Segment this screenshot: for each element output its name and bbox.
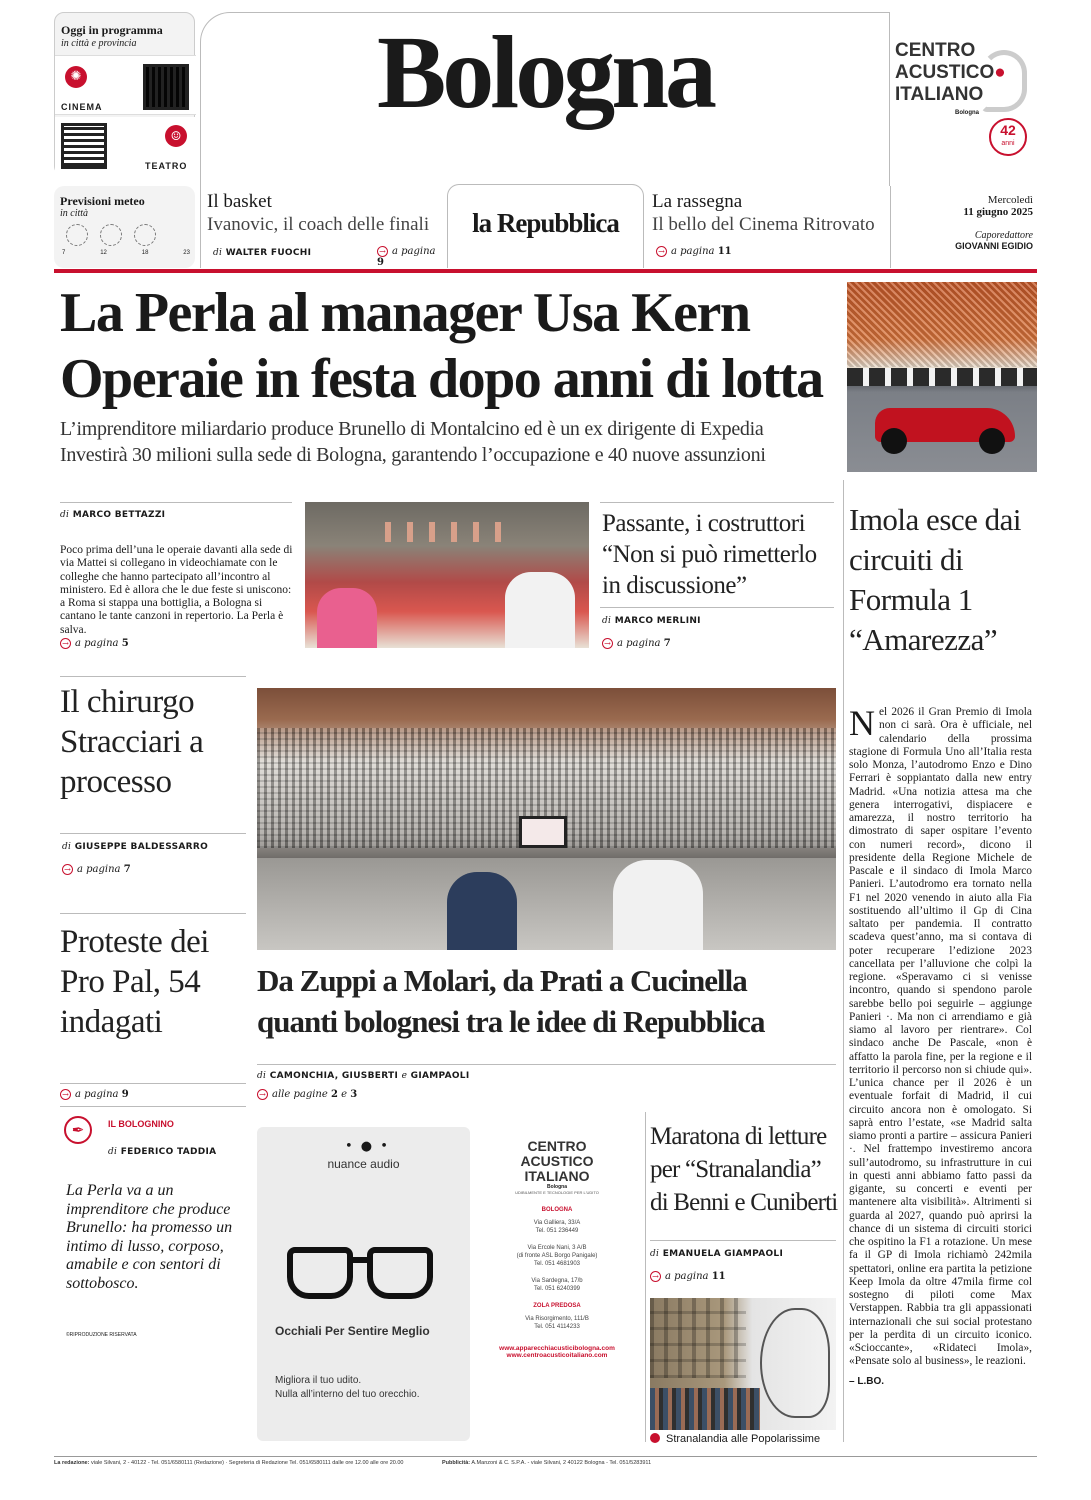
sun-icon	[100, 224, 122, 246]
imola-sign: – L.BO.	[849, 1375, 885, 1387]
basket-page-link[interactable]: → a pagina 9	[377, 246, 436, 268]
footer-pubblicita: Pubblicità: A.Manzoni & C. S.P.A. - viale Silvani, 2 40122 Bologna - Tel. 051/5283911	[442, 1460, 652, 1466]
ad-tel4: Tel. 051 4114233	[534, 1324, 580, 1330]
ad-city1: BOLOGNA	[541, 1207, 573, 1213]
arrow-right-icon: →	[650, 1271, 661, 1282]
anniversary-badge	[989, 118, 1027, 156]
divider	[54, 1456, 1037, 1457]
programma-title: Oggi in programma	[61, 23, 163, 37]
ad-tag1: Migliora il tuo udito.	[275, 1375, 362, 1386]
hour-label: 12	[100, 250, 107, 256]
imola-dropcap: N	[849, 703, 875, 743]
qr-code-icon	[143, 64, 189, 110]
cinema-label: CINEMA	[61, 102, 103, 112]
propal-page-link[interactable]: → a pagina 9	[60, 1089, 129, 1100]
bolognino-label: IL BOLOGNINO	[108, 1119, 174, 1129]
divider	[200, 186, 201, 268]
basket-title: Ivanovic, il coach delle finali	[207, 214, 430, 235]
divider	[60, 913, 246, 914]
ad-tel2: Tel. 051 4681903	[533, 1261, 581, 1267]
lead-sub1: L’imprenditore miliardario produce Brunello di Montalcino ed è un ex dirigente di Expedia	[60, 418, 764, 440]
red-bar	[54, 269, 1037, 273]
building-windows	[650, 1298, 746, 1378]
divider	[60, 1106, 246, 1107]
idee-headline-line1: Da Zuppi a Molari, da Prati a Cucinella	[257, 963, 747, 998]
hour-label: 7	[62, 250, 66, 256]
f1-ferrari-photo	[847, 282, 1037, 472]
basket-kicker: Il basket	[207, 191, 272, 212]
ad-addr2: Via Ercole Nani, 3 A/B	[527, 1245, 587, 1251]
lead-body: Poco prima dell’una le operaie davanti alla sede di via Mattei si collegano in videochiamate con le colleghe che hanno partecipato all’incontro al ministero. Ed è allora che le due feste si uniscono: a Roma si stappa una bottiglia, a Bologna si cantano le tante canzoni in repertorio. La Perla è salva.	[60, 544, 293, 636]
lead-page-link[interactable]: → a pagina 5	[60, 638, 129, 649]
speaker-left-figure	[447, 872, 517, 950]
teatro-label: TEATRO	[145, 161, 188, 171]
ad-city2: ZOLA PREDOSA	[533, 1303, 581, 1309]
meteo-box	[54, 186, 195, 268]
lead-byline: di MARCO BETTAZZI	[60, 510, 166, 520]
barrier	[847, 368, 1037, 386]
divider	[60, 502, 292, 503]
ad-logo-sub: UDIBILMENTE E TECNOLOGIE PER L'UDITO	[515, 1190, 599, 1195]
ear-icon	[981, 50, 1027, 112]
ad-addr3: Via Sardegna, 17/b	[531, 1278, 583, 1284]
maratona-headline[interactable]: Maratona di letture per “Stranalandia” di Benni e Cuniberti	[650, 1123, 838, 1216]
divider	[60, 833, 246, 834]
divider	[600, 502, 834, 503]
glasses-lens-left	[287, 1247, 353, 1299]
divider	[650, 1240, 836, 1241]
lead-sub2: Investirà 30 milioni sulla sede di Bologna, garantendo l’occupazione e 40 nuove assunzioni	[60, 444, 766, 466]
arrow-right-icon: →	[377, 246, 388, 257]
arrow-right-icon: →	[60, 638, 71, 649]
ad-top-line1: CENTRO	[895, 40, 976, 61]
ad-tag2: Nulla all’interno del tuo orecchio.	[275, 1389, 420, 1400]
rassegna-title: Il bello del Cinema Ritrovato	[652, 214, 875, 235]
divider	[890, 186, 891, 268]
ad-web2[interactable]: www.centroacusticoitaliano.com	[506, 1352, 608, 1359]
repubblica-brand: la Repubblica	[472, 208, 619, 238]
divider	[60, 1083, 246, 1084]
weekday: Mercoledì	[987, 194, 1033, 206]
qr-code-icon	[61, 123, 107, 169]
passante-byline: di MARCO MERLINI	[602, 616, 701, 626]
ad-top-line2: ACUSTICO●	[895, 62, 1006, 83]
rassegna-kicker: La rassegna	[652, 191, 743, 212]
mural	[760, 1308, 830, 1418]
divider	[645, 1112, 646, 1442]
crowd-strip	[650, 1388, 760, 1430]
divider	[60, 676, 246, 677]
sun-icon	[134, 224, 156, 246]
ad-centro-acustico[interactable]	[474, 1127, 640, 1441]
bolognino-rights: ©RIPRODUZIONE RISERVATA	[66, 1332, 137, 1338]
meteo-hours	[62, 250, 190, 256]
meteo-title: Previsioni meteo	[60, 194, 145, 208]
white-coat-figure	[505, 572, 575, 648]
bolognino-box	[60, 1112, 246, 1442]
basket-byline: di WALTER FUOCHI	[213, 248, 312, 258]
editor-name: GIOVANNI EGIDIO	[955, 241, 1033, 251]
ad-addr1: Via Galliera, 33/A	[533, 1220, 581, 1226]
repubblica-tab	[447, 184, 644, 268]
ad-address-block	[474, 1219, 640, 1293]
rassegna-teaser[interactable]	[652, 190, 887, 266]
caption-text: Stranalandia alle Popolarissime	[666, 1433, 821, 1445]
bolognino-byline: di FEDERICO TADDIA	[108, 1147, 217, 1157]
raised-hands	[385, 522, 505, 542]
stranalandia-photo	[650, 1298, 836, 1430]
ad-tel1: Tel. 051 236449	[535, 1228, 579, 1234]
masthead-title: Bologna	[376, 15, 714, 130]
idee-headline-line2: quanti bolognesi tra le idee di Repubblica	[257, 1004, 765, 1039]
footer-redazione: La redazione: viale Silvani, 2 - 40122 - Tel. 051/6580111 (Redazione) · Segreteria di Redazione Tel. 051/6580111 dalle ore 12.00 alle ore 20.00	[54, 1460, 404, 1466]
lead-headline-line2: Operaie in festa dopo anni di lotta	[60, 348, 823, 410]
stage-floor	[257, 858, 836, 950]
ad-top-city: Bologna	[955, 110, 979, 116]
maratona-caption	[650, 1432, 820, 1445]
bolognino-icon: ✒	[64, 1116, 92, 1144]
ad-addr2b: (di fronte ASL Borgo Panigale)	[516, 1253, 598, 1259]
teatro-card[interactable]	[55, 117, 196, 176]
hour-label: 18	[141, 250, 149, 256]
idee-page-link[interactable]: → alle pagine 2 e 3	[257, 1089, 357, 1100]
idee-headline[interactable]	[257, 960, 847, 1042]
divider	[257, 1064, 836, 1065]
divider	[600, 607, 834, 608]
ad-web1[interactable]: www.apparecchiacusticibologna.com	[499, 1345, 615, 1352]
lead-headline-line1: La Perla al manager Usa Kern	[60, 282, 750, 344]
pink-shirt-figure	[317, 588, 377, 648]
wheel	[881, 428, 907, 454]
badge-sub: anni	[1001, 140, 1015, 147]
meteo-subtitle: in città	[60, 208, 89, 219]
camera-icon	[650, 1433, 660, 1443]
glasses-icon	[287, 1247, 437, 1307]
cinema-card[interactable]	[55, 55, 196, 115]
crowd-texture	[847, 282, 1037, 367]
theatre-mask-icon: ☺	[165, 125, 187, 147]
arrow-right-icon: →	[60, 1089, 71, 1100]
arrow-right-icon: →	[602, 638, 613, 649]
speaker-right-figure	[613, 860, 703, 950]
ad-nuance-audio[interactable]	[257, 1127, 470, 1441]
ad-logo-line2: ACUSTICO	[520, 1153, 594, 1169]
issue-date: 11 giugno 2025	[963, 206, 1033, 218]
ad-logo-line1: CENTRO	[527, 1138, 587, 1154]
ad-logo-city: Bologna	[547, 1184, 567, 1190]
basket-teaser[interactable]	[207, 190, 443, 266]
ad-tel3: Tel. 051 6240399	[533, 1286, 581, 1292]
lead-subheadline	[60, 416, 850, 468]
lead-headline[interactable]	[60, 280, 850, 412]
imola-headline[interactable]: Imola esce dai circuiti di Formula 1 “Amarezza”	[849, 502, 1022, 657]
programma-subtitle: in città e provincia	[61, 38, 137, 49]
glasses-bridge	[351, 1257, 369, 1263]
la-perla-workers-photo	[305, 502, 589, 648]
bolognino-text: La Perla va a un imprenditore che produce Brunello: ha promesso un intimo di lusso, corposo, amabile e con sentori di sottobosco.	[66, 1182, 233, 1292]
editor-role: Caporedattore	[974, 230, 1033, 241]
idee-festival-photo	[257, 688, 836, 950]
film-reel-icon: ✺	[65, 66, 87, 88]
arrow-right-icon: →	[62, 864, 73, 875]
hour-label: 23	[183, 250, 190, 256]
nuance-dots-icon: • ● •	[345, 1139, 390, 1154]
screen-monitor	[519, 816, 567, 848]
ad-claim: Occhiali Per Sentire Meglio	[275, 1324, 430, 1338]
maratona-page-link[interactable]: → a pagina 11	[650, 1271, 726, 1282]
propal-headline[interactable]: Proteste dei Pro Pal, 54 indagati	[60, 924, 209, 1040]
ad-top-line3: ITALIANO	[895, 84, 984, 105]
ear-dot-icon: ●	[994, 62, 1006, 83]
chirurgo-byline: di GIUSEPPE BALDESSARRO	[62, 842, 209, 852]
imola-body: el 2026 il Gran Premio di Imola non ci sarà. Ora è ufficiale, nel calendario della prossima stagione di Formula Uno all’Italia resta solo Monza, l’autodromo Enzo e Dino Ferrari è soppiantato dalla new entry Madrid. «Una notizia attesa ma che genera interrogativi, dispiacere e amarezza, il nostro territorio ha dimostrato di saper ospitare l’evento con numeri record», dicono il presidente della Regione Michele de Pascale e il sindaco di Imola Marco Panieri. L’autodromo era tornato nella F1 nel 2020 venendo in aiuto alla Fia sostituendo all’ultimo il Gp di Cina saltato per pandemia. Il contratto scadeva quest’anno, ma si contava di poter recuperare l’edizione 2023 cancellata per l’alluvione che colpì la regione. «Speravamo ci si venisse incontro, quando si spendono parole sarebbe bello poi seguirle – aggiunge Panieri ·. Ma non ci arrendiamo e già siamo al lavoro per rientrare». Col sindaco anche De Pascale, «non è affatto la parola fine, per la regione e il territorio il percorso non si chiude qui». L’unica chance per il 2026 è un eventuale forfait di Madrid, il cui circuito ancora non è omologato. Si saprà entro l’estate, «se Madrid salta siamo pronti a partire – assicura Panieri ·. Nel frattempo investiremo ancora sull’autodromo, su infrastrutture in cui in questi anni abbiamo fatto passi da gigante, su concerti e eventi per mantenere alta visibilità». Altrimenti si guarda al 2027, quando può aprirsi la chance di un sistema di circuiti storici che ospitino la F1 a rotazione. Un mese fa il GP di Imola richiamò 242mila spettatori, online era partita la petizione Keep Imola da oltre 47mila firme col sostegno di piloti come Max Verstappen. Rabbia tra gli appassionati internazionali che sui social protestano per la perdita di un circuito iconico. «Scioccante», «Ridateci Imola», «Pensate solo al business», le reazioni.	[849, 706, 1032, 1368]
rassegna-page-link[interactable]: → a pagina 11	[656, 246, 732, 257]
imola-article	[849, 703, 1032, 1388]
idee-byline: di CAMONCHIA, GIUSBERTI e GIAMPAOLI	[257, 1071, 470, 1081]
chirurgo-headline[interactable]: Il chirurgo Stracciari a processo	[60, 684, 204, 800]
chirurgo-page-link[interactable]: → a pagina 7	[62, 864, 131, 875]
ad-addr4: Via Risorgimento, 111/B	[525, 1316, 589, 1322]
ad-brand: nuance audio	[327, 1157, 400, 1171]
sun-icon	[66, 224, 88, 246]
date-box	[893, 194, 1033, 251]
passante-page-link[interactable]: → a pagina 7	[602, 638, 671, 649]
ad-address-block-2	[474, 1315, 640, 1331]
ad-top-centro-acustico[interactable]	[895, 40, 1035, 160]
ad-logo-line3: ITALIANO	[524, 1168, 590, 1184]
passante-headline[interactable]: Passante, i costruttori “Non si può rimetterlo in discussione”	[602, 510, 817, 599]
arrow-right-icon: →	[257, 1089, 268, 1100]
wheel	[979, 428, 1005, 454]
weather-strip	[60, 224, 190, 250]
arrow-right-icon: →	[656, 246, 667, 257]
maratona-byline: di EMANUELA GIAMPAOLI	[650, 1249, 784, 1259]
programma-box	[54, 12, 195, 176]
glasses-lens-right	[367, 1247, 433, 1299]
badge-number: 42	[1000, 122, 1016, 138]
